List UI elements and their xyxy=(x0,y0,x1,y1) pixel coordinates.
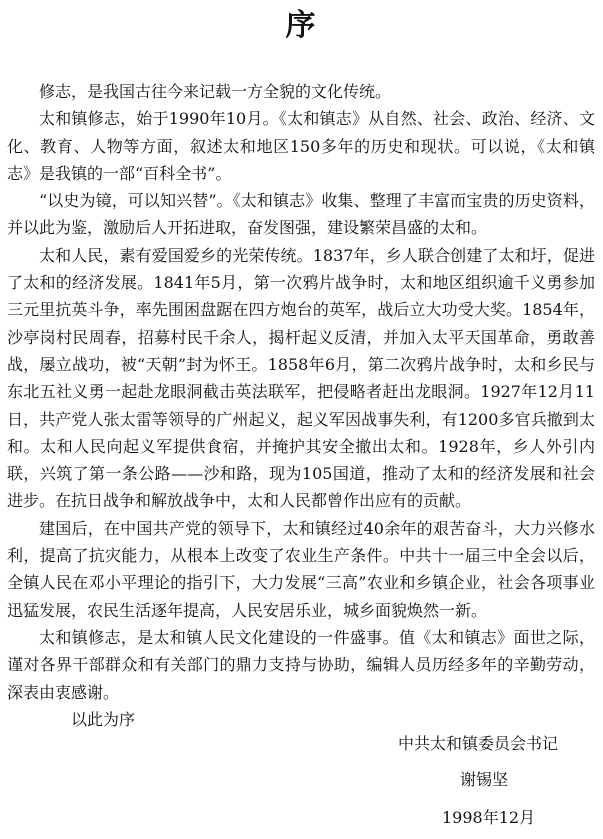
closing-line: 以此为序 xyxy=(71,709,136,729)
paragraph-4: 太和人民，素有爱国爱乡的光荣传统。1837年，乡人联合创建了太和圩，促进了太和的经济发展。1841年5月，第一次鸦片战争时，太和地区组织逾千义勇参加三元里抗英斗争，率先围困盘踞在四方炮台的英军，战后立大功受大奖。1854年，沙亭岗村民周春，招募村民千余人，揭杆起义反清，并加入太平天国革命，勇敢善战，屡立战功，被“天朝”封为怀王。1858年6月，第二次鸦片战争时，太和乡民与东北五社义勇一起赴龙眼洞截击英法联军，把侵略者赶出龙眼洞。1927年12月11日，共产党人张太雷等领导的广州起义，起义军因战事失利，有1200多官兵撤到太和。太和人民向起义军提供食宿，并掩护其安全撤出太和。1928年，乡人外引内联，兴筑了第一条公路——沙和路，现为105国道，推动了太和的经济发展和社会进步。在抗日战争和解放战争中，太和人民都曾作出应有的贡献。 xyxy=(7,245,595,511)
page-title: 序 xyxy=(285,8,318,43)
paragraph-5: 建国后，在中国共产党的领导下，太和镇经过40余年的艰苦奋斗，大力兴修水利，提高了抗灾能力，从根本上改变了农业生产条件。中共十一届三中全会以后，全镇人民在邓小平理论的指引下，大力发展“三高”农业和乡镇企业，社会各项事业迅猛发展，农民生活逐年提高，人民安居乐业，城乡面貌焕然一新。 xyxy=(7,518,595,620)
signature-organization: 中共太和镇委员会书记 xyxy=(398,734,559,753)
paragraph-6: 太和镇修志，是太和镇人民文化建设的一件盛事。值《太和镇志》面世之际，谨对各界干部群众和有关部门的鼎力支持与协助，编辑人员历经多年的辛勤劳动，深表由衷感谢。 xyxy=(7,627,595,702)
paragraph-1: 修志，是我国古往今来记载一方全貌的文化传统。 xyxy=(39,82,392,101)
signature-date: 1998年12月 xyxy=(442,808,536,827)
preface-body xyxy=(7,78,595,733)
signature-name: 谢锡坚 xyxy=(460,770,509,789)
paragraph-2: 太和镇修志，始于1990年10月。《太和镇志》从自然、社会、政治、经济、文化、教育、人物等方面，叙述太和地区150多年的历史和现状。可以说，《太和镇志》是我镇的一部“百科全书”。 xyxy=(7,109,595,183)
paragraph-3: “以史为镜，可以知兴替”。《太和镇志》收集、整理了丰富而宝贵的历史资料，并以此为鉴，激励后人开拓进取，奋发图强，建设繁荣昌盛的太和。 xyxy=(7,191,595,238)
